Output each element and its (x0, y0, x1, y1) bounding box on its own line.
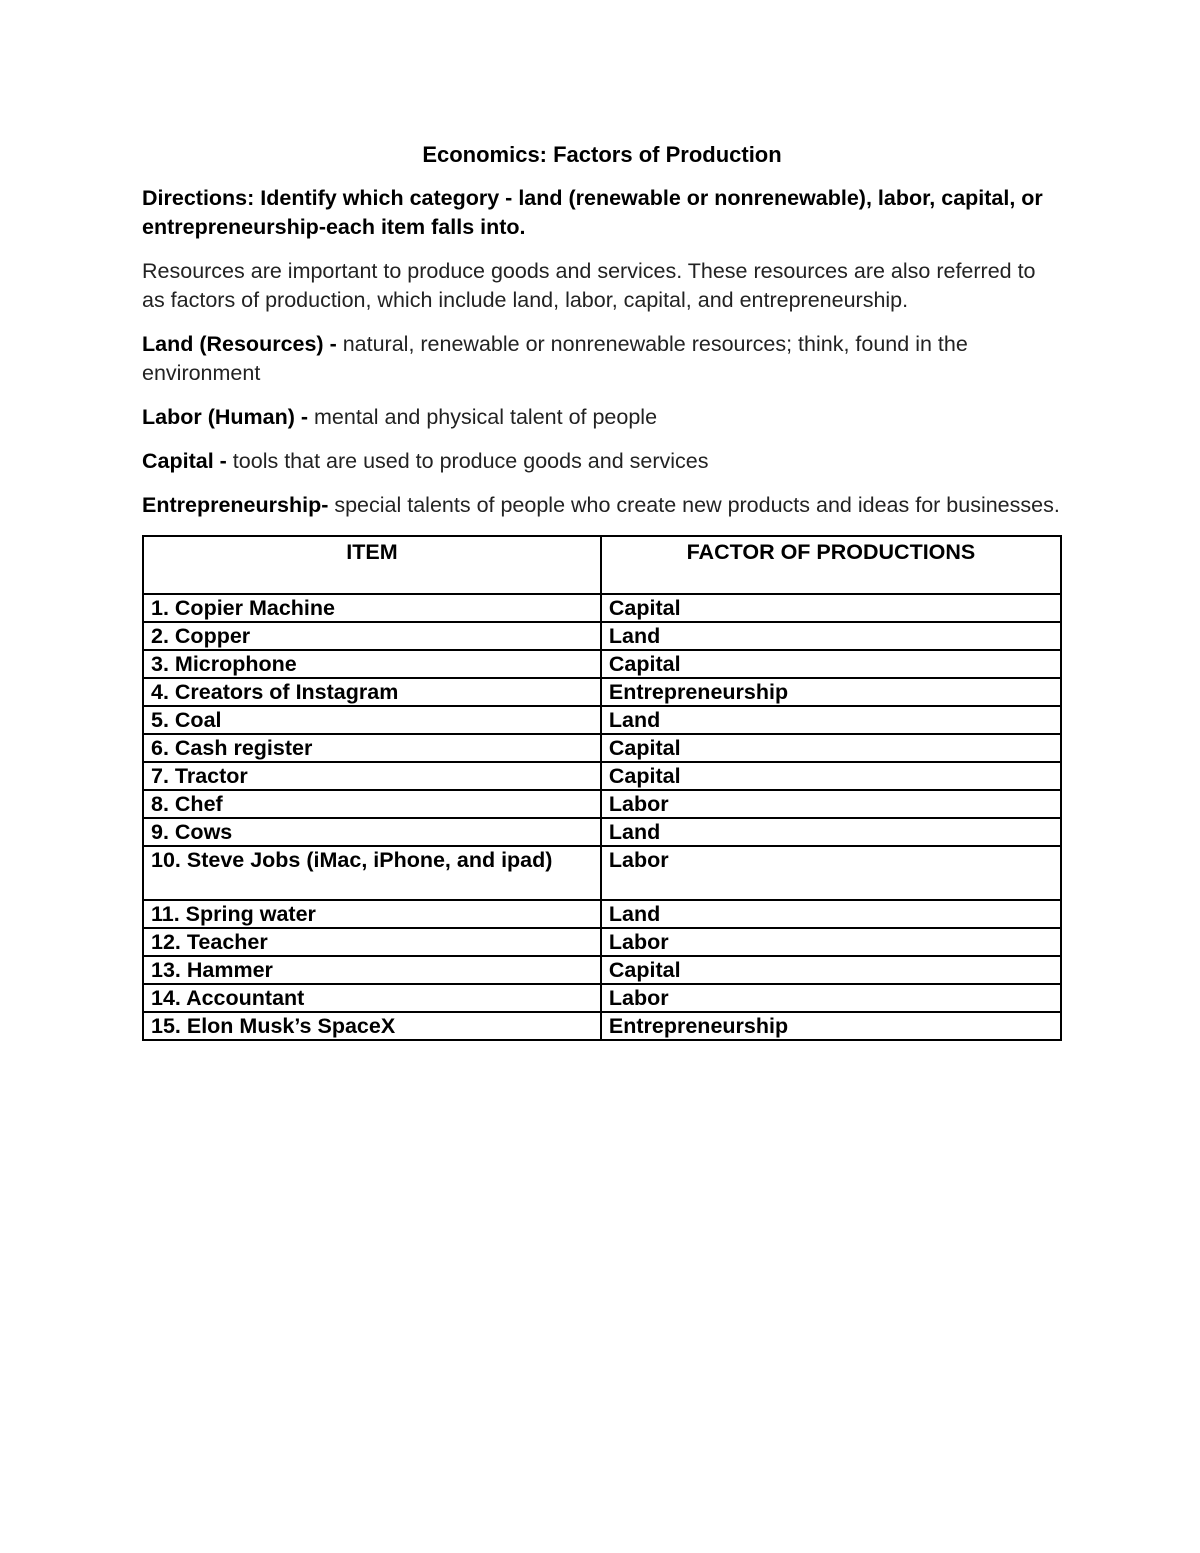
definition-text: mental and physical talent of people (308, 405, 658, 429)
factor-cell: Labor (601, 928, 1061, 956)
intro-paragraph: Resources are important to produce goods and services. These resources are also referred to as factors of production, which include land, labor, capital, and entrepreneurship. (142, 259, 1036, 312)
factor-cell: Land (601, 706, 1061, 734)
table-row (143, 818, 1061, 846)
definition-text: natural, renewable or nonrenewable resources; think, found in the environment (142, 332, 968, 385)
item-cell: 9. Cows (143, 818, 601, 846)
definition-term: Entrepreneurship- (142, 493, 329, 517)
table-row (143, 762, 1061, 790)
item-cell: 2. Copper (143, 622, 601, 650)
definition-labor (142, 403, 1062, 432)
factor-cell: Land (601, 818, 1061, 846)
definition-text: special talents of people who create new products and ideas for businesses. (328, 493, 1060, 517)
item-cell: 5. Coal (143, 706, 601, 734)
table-row (143, 790, 1061, 818)
factor-cell: Entrepreneurship (601, 1012, 1061, 1040)
page-title: Economics: Factors of Production (422, 142, 782, 167)
item-cell: 11. Spring water (143, 900, 601, 928)
item-cell: 3. Microphone (143, 650, 601, 678)
definition-entrepreneurship (142, 491, 1062, 520)
factor-cell: Labor (601, 846, 1061, 900)
definition-term: Capital - (142, 449, 227, 473)
factor-cell: Labor (601, 790, 1061, 818)
table-row (143, 678, 1061, 706)
definition-term: Land (Resources) - (142, 332, 337, 356)
item-cell: 12. Teacher (143, 928, 601, 956)
table-row (143, 734, 1061, 762)
item-cell: 10. Steve Jobs (iMac, iPhone, and ipad) (143, 846, 601, 900)
table-row (143, 622, 1061, 650)
column-header-item: ITEM (143, 536, 601, 594)
column-header-factor: FACTOR OF PRODUCTIONS (601, 536, 1061, 594)
factor-cell: Capital (601, 734, 1061, 762)
definition-land (142, 330, 1062, 388)
definition-text: tools that are used to produce goods and services (226, 449, 709, 473)
definition-term: Labor (Human) - (142, 405, 309, 429)
factors-table (142, 535, 1062, 1041)
item-cell: 13. Hammer (143, 956, 601, 984)
table-header-row (143, 536, 1061, 594)
item-cell: 7. Tractor (143, 762, 601, 790)
item-cell: 8. Chef (143, 790, 601, 818)
item-cell: 6. Cash register (143, 734, 601, 762)
worksheet-page (142, 140, 1062, 1041)
item-cell: 1. Copier Machine (143, 594, 601, 622)
table-row (143, 650, 1061, 678)
factor-cell: Land (601, 900, 1061, 928)
factor-cell: Capital (601, 762, 1061, 790)
factor-cell: Capital (601, 650, 1061, 678)
table-row (143, 900, 1061, 928)
table-row (143, 956, 1061, 984)
table-row (143, 706, 1061, 734)
table-row (143, 1012, 1061, 1040)
table-row (143, 928, 1061, 956)
table-row (143, 846, 1061, 900)
item-cell: 15. Elon Musk’s SpaceX (143, 1012, 601, 1040)
directions-text: Directions: Identify which category - land (renewable or nonrenewable), labor, capital, or entrepreneurship-each item falls into. (142, 186, 1043, 239)
factor-cell: Capital (601, 594, 1061, 622)
table-row (143, 594, 1061, 622)
factor-cell: Land (601, 622, 1061, 650)
factor-cell: Capital (601, 956, 1061, 984)
item-cell: 14. Accountant (143, 984, 601, 1012)
item-cell: 4. Creators of Instagram (143, 678, 601, 706)
factor-cell: Entrepreneurship (601, 678, 1061, 706)
definition-capital (142, 447, 1062, 476)
table-row (143, 984, 1061, 1012)
factor-cell: Labor (601, 984, 1061, 1012)
